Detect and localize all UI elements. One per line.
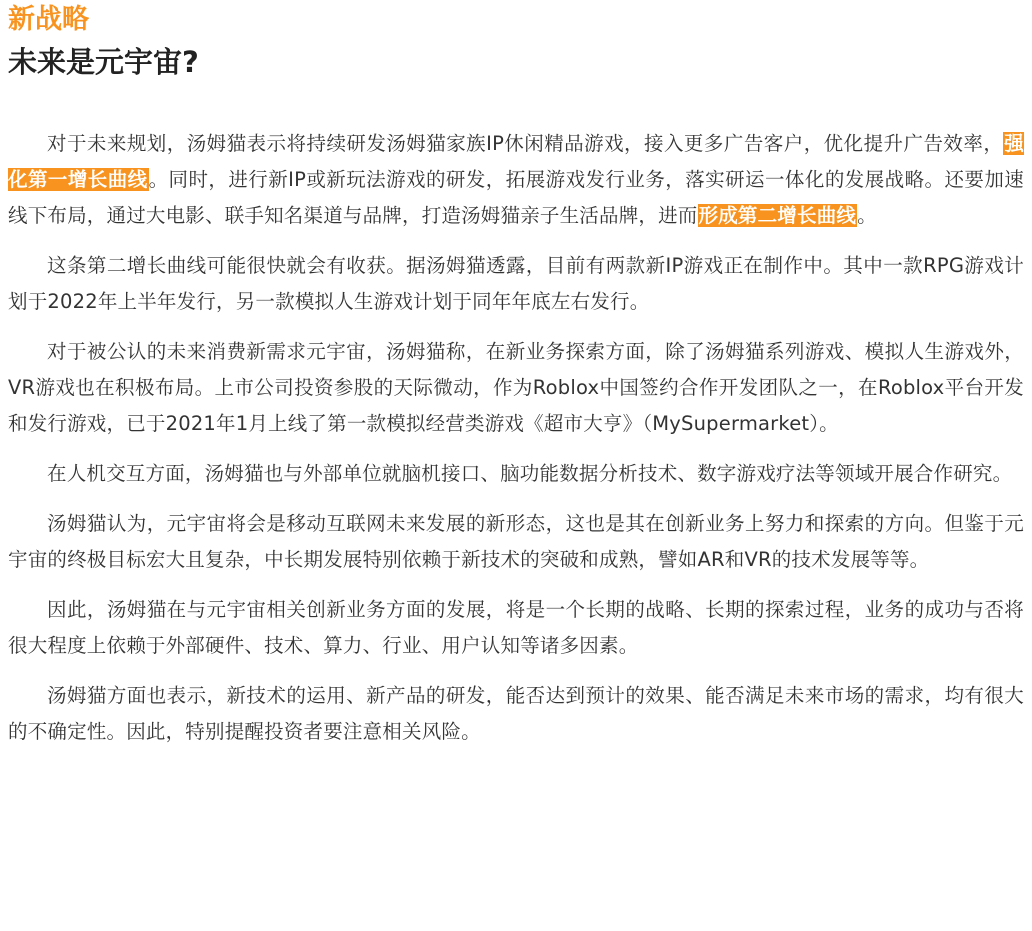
- paragraph-6: 因此，汤姆猫在与元宇宙相关创新业务方面的发展，将是一个长期的战略、长期的探索过程，业务的成功与否将很大程度上依赖于外部硬件、技术、算力、行业、用户认知等诸多因素。: [8, 598, 1024, 657]
- article-body: [8, 126, 1024, 750]
- paragraph-4: 在人机交互方面，汤姆猫也与外部单位就脑机接口、脑功能数据分析技术、数字游戏疗法等领域开展合作研究。: [47, 462, 1013, 485]
- paragraph-1: [8, 126, 1024, 234]
- section-kicker: 新战略: [8, 4, 89, 35]
- paragraph-1-text-c: 。: [857, 204, 877, 227]
- paragraph-5: 汤姆猫认为，元宇宙将会是移动互联网未来发展的新形态，这也是其在创新业务上努力和探索的方向。但鉴于元宇宙的终极目标宏大且复杂，中长期发展特别依赖于新技术的突破和成熟，譬如AR和VR的技术发展等等。: [8, 512, 1024, 571]
- article: [8, 0, 1024, 764]
- paragraph-2: 这条第二增长曲线可能很快就会有收获。据汤姆猫透露，目前有两款新IP游戏正在制作中。其中一款RPG游戏计划于2022年上半年发行，另一款模拟人生游戏计划于同年年底左右发行。: [8, 254, 1024, 313]
- paragraph-1-text-b: 。同时，进行新IP或新玩法游戏的研发，拓展游戏发行业务，落实研运一体化的发展战略。还要加速线下布局，通过大电影、联手知名渠道与品牌，打造汤姆猫亲子生活品牌，进而: [8, 168, 1024, 227]
- paragraph-1-text-a: 对于未来规划，汤姆猫表示将持续研发汤姆猫家族IP休闲精品游戏，接入更多广告客户，优化提升广告效率，: [47, 132, 1004, 155]
- highlight-first-growth-curve: 强化第一增长曲线: [8, 132, 1024, 191]
- section-headline: 未来是元宇宙?: [8, 45, 199, 79]
- highlight-second-growth-curve: 形成第二增长曲线: [698, 204, 857, 227]
- paragraph-7: 汤姆猫方面也表示，新技术的运用、新产品的研发，能否达到预计的效果、能否满足未来市场的需求，均有很大的不确定性。因此，特别提醒投资者要注意相关风险。: [8, 684, 1024, 743]
- paragraph-3: 对于被公认的未来消费新需求元宇宙，汤姆猫称，在新业务探索方面，除了汤姆猫系列游戏、模拟人生游戏外，VR游戏也在积极布局。上市公司投资参股的天际微动，作为Roblox中国签约合作开发团队之一，在Roblox平台开发和发行游戏，已于2021年1月上线了第一款模拟经营类游戏《超市大亨》（MySupermarket）。: [8, 340, 1024, 435]
